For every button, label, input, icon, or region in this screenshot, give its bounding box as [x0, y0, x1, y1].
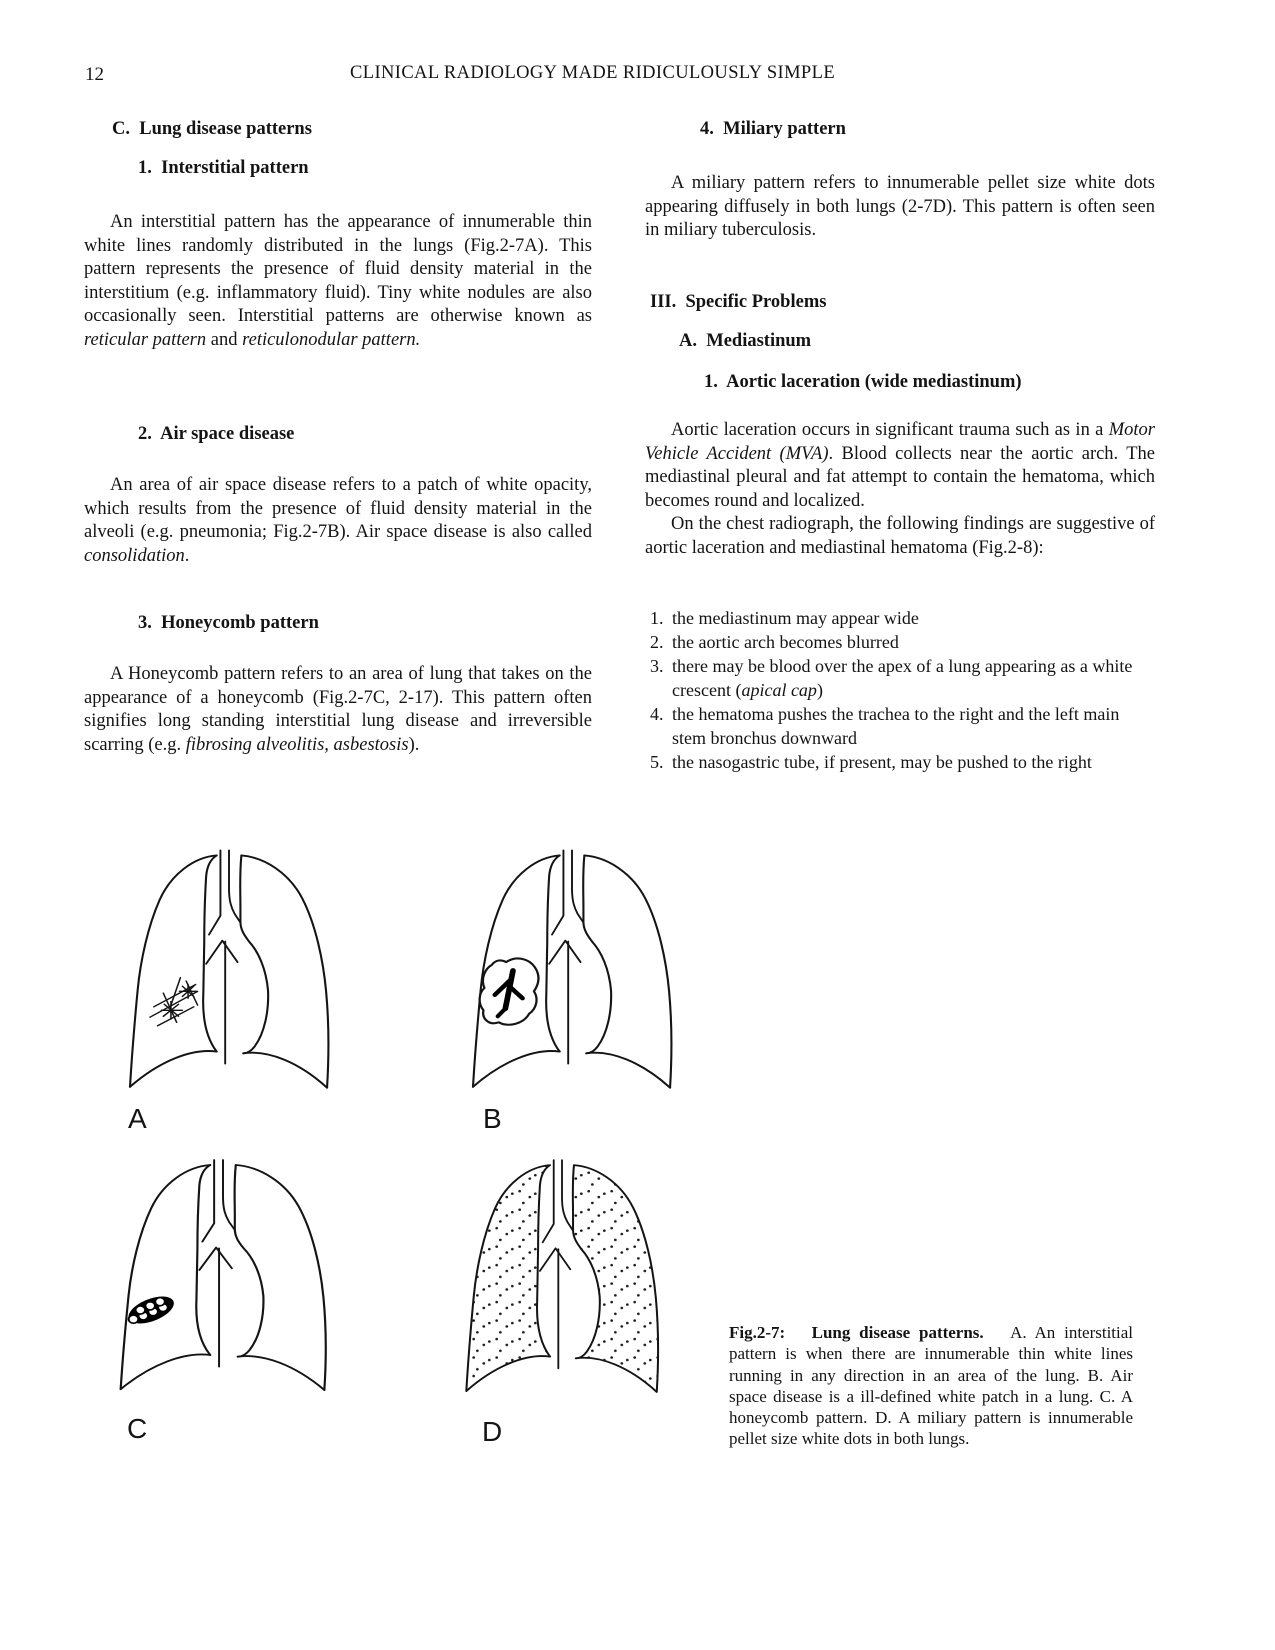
findings-list: [650, 606, 1156, 774]
heading-honeycomb-pattern: 3. Honeycomb pattern: [138, 613, 319, 633]
heading-interstitial-pattern: 1. Interstitial pattern: [138, 158, 309, 178]
running-title: CLINICAL RADIOLOGY MADE RIDICULOUSLY SIMPLE: [350, 63, 836, 83]
figure-b-air-space-lungs: [453, 840, 691, 1098]
paragraph-honeycomb: A Honeycomb pattern refers to an area of lung that takes on the appearance of a honeycomb (Fig.2-7C, 2-17). This pattern often signifies long standing interstitial lung disease and irreversible scarring (e.g. fibrosing alveolitis, asbestosis).: [84, 664, 592, 755]
figure-d-miliary-lungs: [447, 1150, 677, 1402]
finding-list-item: 2. the aortic arch becomes blurred: [650, 632, 899, 652]
paragraph-miliary: A miliary pattern refers to innumerable pellet size white dots appearing diffusely in both lungs (2-7D). This pattern is often seen in miliary tuberculosis.: [645, 173, 1155, 241]
heading-mediastinum: A. Mediastinum: [679, 331, 812, 351]
paragraph-air-space: An area of air space disease refers to a patch of white opacity, which results from the presence of fluid density material in the alveoli (e.g. pneumonia; Fig.2-7B). Air space disease is also called consolidation.: [84, 475, 592, 566]
figure-caption: Fig.2-7: Lung disease patterns. A. An interstitial pattern is when there are innumerable thin white lines running in any direction in an area of the lung. B. Air space disease is a ill-defined white patch in a lung. C. A honeycomb pattern. D. A miliary pattern is innumerable pellet size white dots in both lungs.: [729, 1323, 1134, 1449]
finding-list-item: 1. the mediastinum may appear wide: [650, 608, 919, 628]
heading-lung-disease-patterns: C. Lung disease patterns: [112, 119, 312, 139]
finding-list-item: 3. there may be blood over the apex of a lung appearing as a white crescent (apical cap): [650, 656, 1133, 700]
air-space-patch: [480, 958, 539, 1024]
figure-c-honeycomb-lungs: [100, 1150, 346, 1400]
figure-label-d: D: [482, 1416, 503, 1447]
paragraph-interstitial: An interstitial pattern has the appearance of innumerable thin white lines randomly distributed in the lungs (Fig.2-7A). This pattern represents the presence of fluid density material in the interstitium (e.g. inflammatory fluid). Tiny white nodules are also occasionally seen. Interstitial patterns are otherwise known as reticular pattern and reticulonodular pattern.: [84, 212, 592, 350]
heading-specific-problems: III. Specific Problems: [650, 292, 827, 312]
heading-air-space-disease: 2. Air space disease: [138, 424, 295, 444]
figure-a-interstitial-lungs: [110, 840, 348, 1098]
heading-aortic-laceration: 1. Aortic laceration (wide mediastinum): [704, 372, 1022, 392]
finding-list-item: 5. the nasogastric tube, if present, may be pushed to the right: [650, 752, 1092, 772]
paragraph-aortic: Aortic laceration occurs in significant trauma such as in a Motor Vehicle Accident (MVA). Blood collects near the aortic arch. The mediastinal pleural and fat attempt to contain the hematoma, which becomes round and localized. On the chest radiograph, the following findings are suggestive of aortic laceration and mediastinal hematoma (Fig.2-8):: [645, 420, 1155, 558]
page-number: 12: [85, 64, 104, 85]
heading-miliary-pattern: 4. Miliary pattern: [700, 119, 846, 139]
interstitial-scribble: [150, 978, 198, 1026]
figure-label-a: A: [128, 1103, 147, 1134]
figure-label-b: B: [483, 1103, 502, 1134]
figure-label-c: C: [127, 1413, 148, 1444]
finding-list-item: 4. the hematoma pushes the trachea to the right and the left main stem bronchus downward: [650, 704, 1120, 748]
honeycomb-cluster: [123, 1291, 178, 1329]
